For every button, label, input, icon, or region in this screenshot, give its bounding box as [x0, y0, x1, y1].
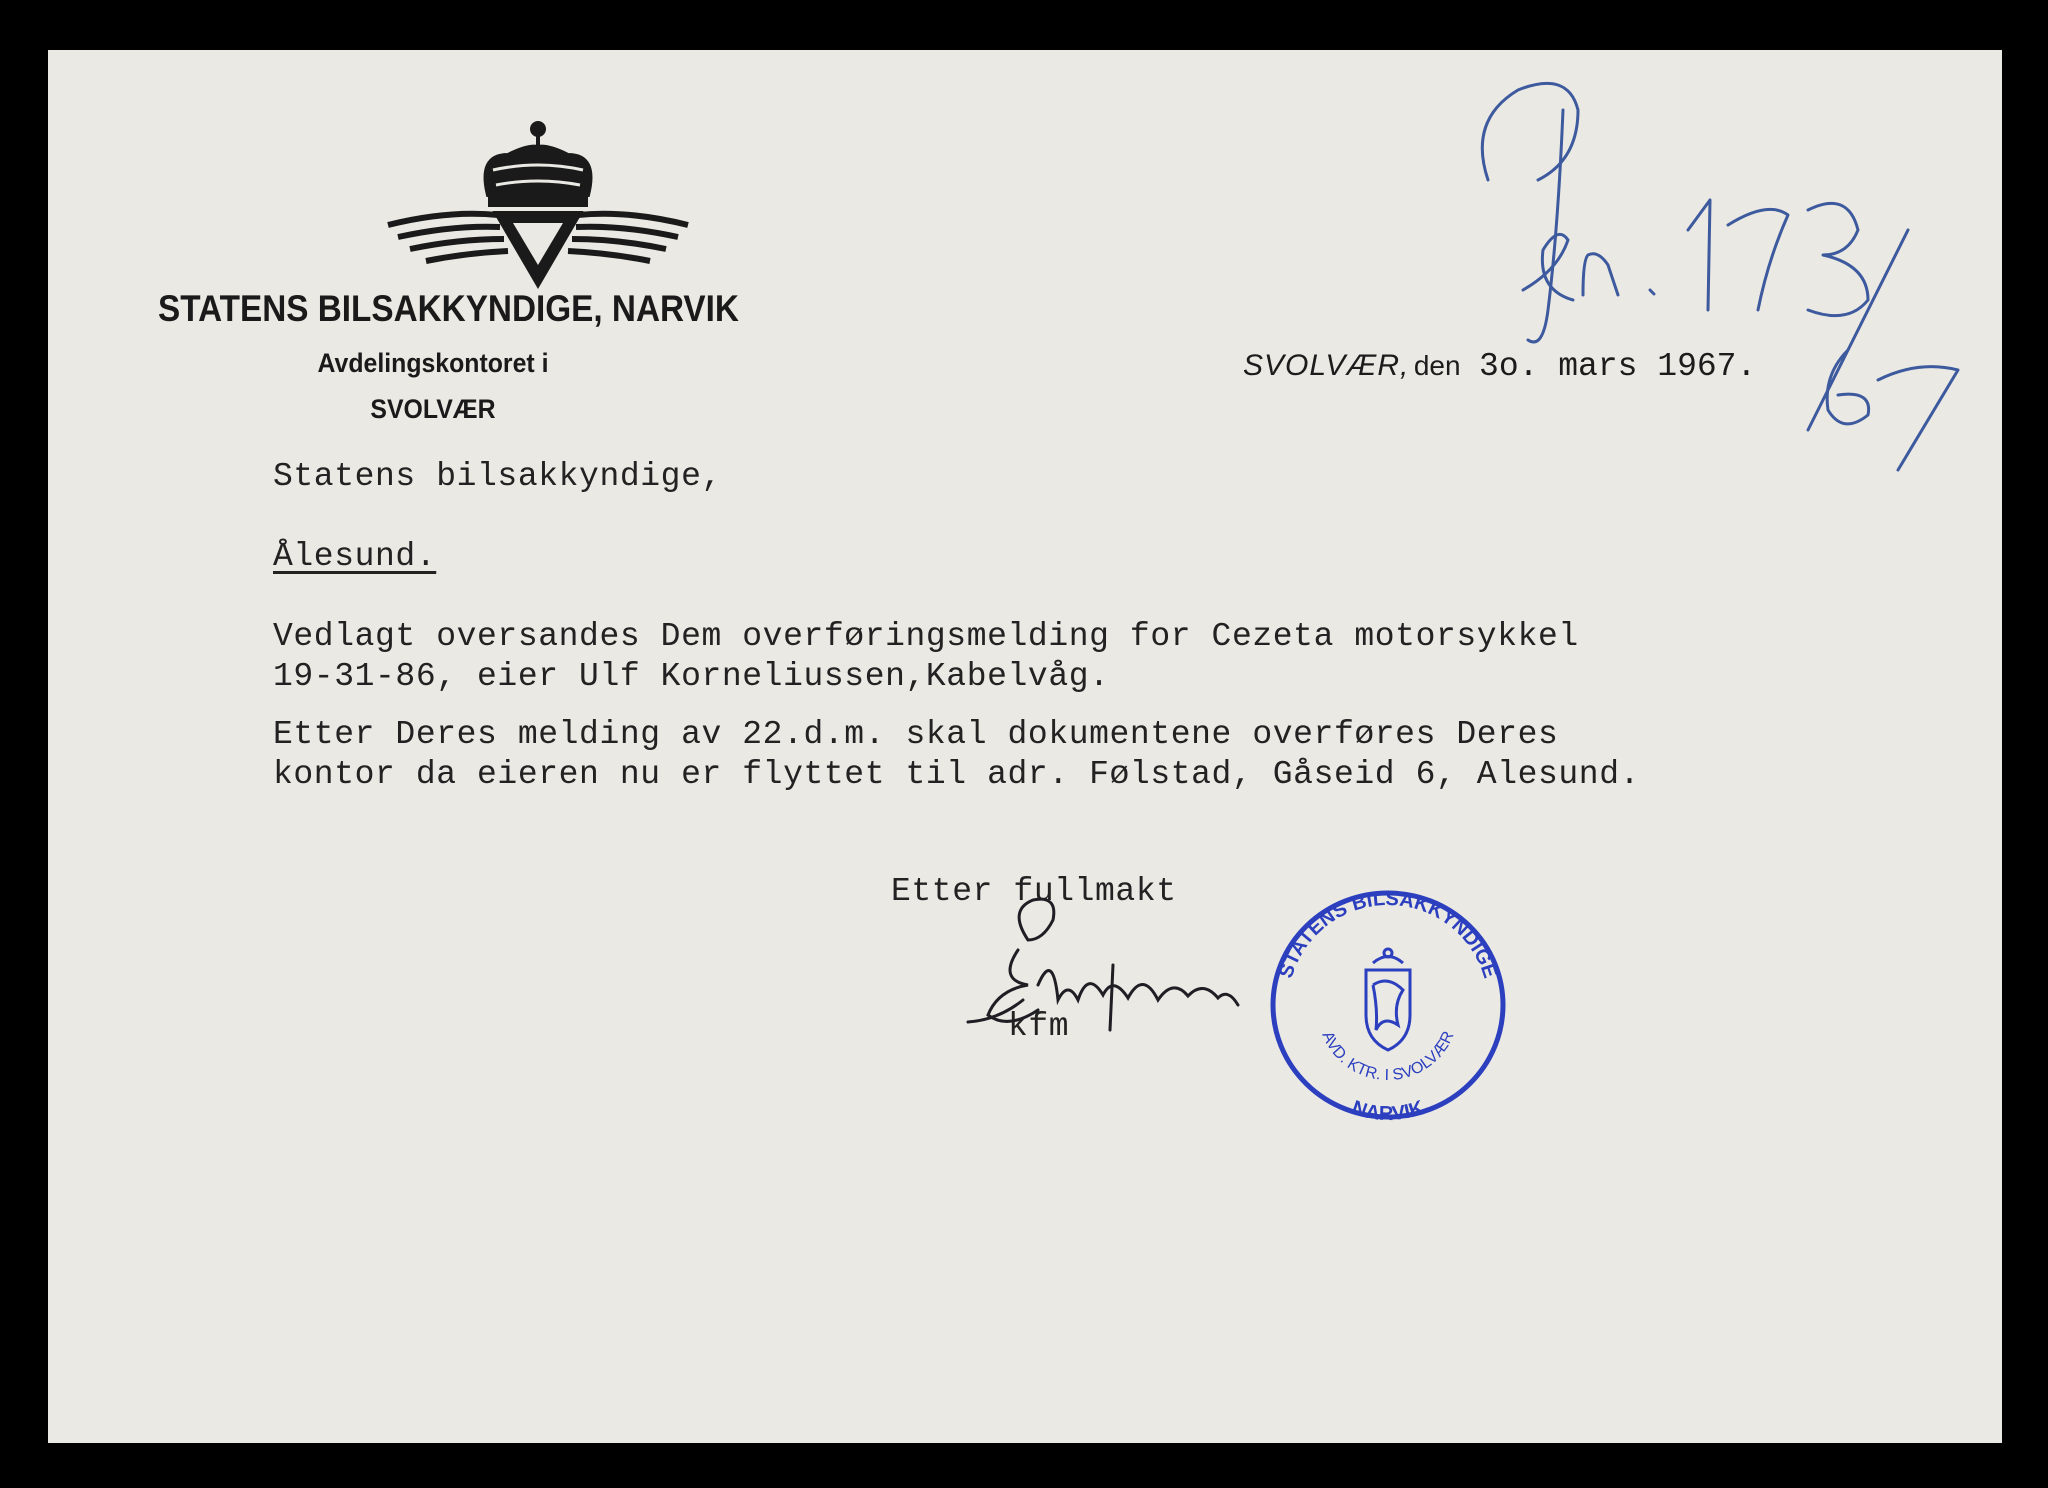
- closing-title: kfm: [1008, 1008, 1070, 1045]
- closing-authority: Etter fullmakt: [891, 873, 1177, 910]
- department-city: SVOLVÆR: [370, 394, 496, 424]
- body-line-4: kontor da eieren nu er flyttet til adr. Følstad, Gåseid 6, Alesund.: [273, 756, 1641, 793]
- department-name: Avdelingskontoret i: [317, 348, 549, 378]
- stamp-outer-text: [1275, 888, 1501, 981]
- stamp-bottom-textpath: NARVIK: [1349, 1096, 1427, 1126]
- crown-wings-emblem: [368, 115, 708, 295]
- body-line-1: Vedlagt oversandes Dem overføringsmelding for Cezeta motorsykkel: [273, 618, 1579, 655]
- recipient-name: Statens bilsakkyndige,: [273, 458, 722, 495]
- stamp-bottom-text: [1349, 1096, 1427, 1125]
- stamp-inner-textpath: AVD. KTR. I SVOLVÆR: [1318, 1028, 1458, 1085]
- date-value: 3o. mars 1967.: [1479, 348, 1757, 385]
- stamp-outer-textpath: STATENS BILSAKKYNDIGE: [1275, 887, 1501, 981]
- date-place: SVOLVÆR,: [1243, 349, 1410, 382]
- letter-page: [48, 50, 2002, 1443]
- stamp-inner-text: [1319, 1029, 1458, 1084]
- official-stamp: [1248, 875, 1528, 1135]
- recipient-city: Ålesund.: [273, 538, 437, 575]
- organization-name: STATENS BILSAKKYNDIGE, NARVIK: [158, 288, 739, 329]
- body-line-3: Etter Deres melding av 22.d.m. skal dokumentene overføres Deres: [273, 716, 1559, 753]
- date-den: den: [1413, 350, 1461, 381]
- handwritten-reference-note: [1428, 50, 2002, 510]
- body-line-2: 19-31-86, eier Ulf Korneliussen,Kabelvåg.: [273, 658, 1110, 695]
